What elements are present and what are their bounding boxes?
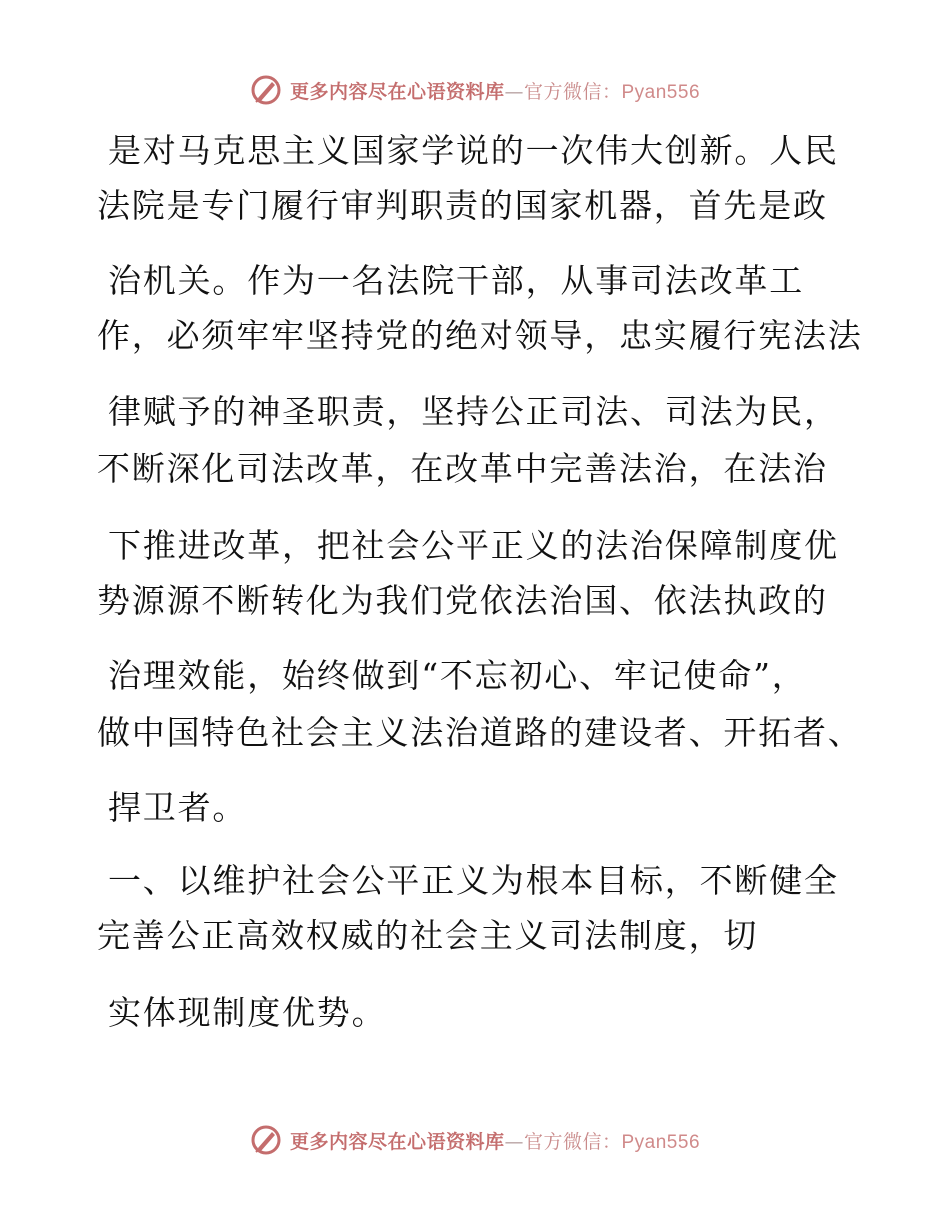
body-line: 律赋予的神圣职责，坚持公正司法、司法为民， bbox=[108, 392, 839, 431]
watermark-wechat-id: Pyan556 bbox=[621, 81, 701, 103]
watermark-dash: — bbox=[504, 1130, 524, 1153]
body-line: 不断深化司法改革，在改革中完善法治，在法治 bbox=[97, 449, 828, 488]
body-line: 捍卫者。 bbox=[108, 788, 248, 827]
quill-logo-icon bbox=[250, 1124, 282, 1156]
body-line: 实体现制度优势。 bbox=[108, 993, 387, 1032]
watermark-dash: — bbox=[504, 80, 524, 103]
body-line: 是对马克思主义国家学说的一次伟大创新。人民 bbox=[108, 131, 839, 170]
watermark-text bbox=[290, 1127, 700, 1154]
watermark-brand: 更多内容尽在心语资料库 bbox=[289, 1130, 505, 1153]
body-line: 一、以维护社会公平正义为根本目标，不断健全 bbox=[108, 861, 839, 900]
watermark-wechat-label: 官方微信： bbox=[523, 80, 622, 103]
watermark-wechat-id: Pyan556 bbox=[621, 1131, 701, 1153]
body-line: 法院是专门履行审判职责的国家机器，首先是政 bbox=[97, 186, 828, 225]
body-line: 完善公正高效权威的社会主义司法制度，切 bbox=[97, 916, 759, 955]
body-line: 作，必须牢牢坚持党的绝对领导，忠实履行宪法法 bbox=[97, 316, 863, 355]
body-line: 治机关。作为一名法院干部，从事司法改革工 bbox=[108, 261, 804, 300]
footer-watermark bbox=[0, 1120, 950, 1160]
watermark-brand: 更多内容尽在心语资料库 bbox=[289, 80, 505, 103]
body-line: 下推进改革，把社会公平正义的法治保障制度优 bbox=[108, 526, 839, 565]
body-line: 做中国特色社会主义法治道路的建设者、开拓者、 bbox=[97, 713, 863, 752]
body-line: 势源源不断转化为我们党依法治国、依法执政的 bbox=[97, 581, 828, 620]
watermark-wechat-label: 官方微信： bbox=[523, 1130, 622, 1153]
body-line: 治理效能，始终做到“不忘初心、牢记使命”， bbox=[108, 656, 807, 695]
